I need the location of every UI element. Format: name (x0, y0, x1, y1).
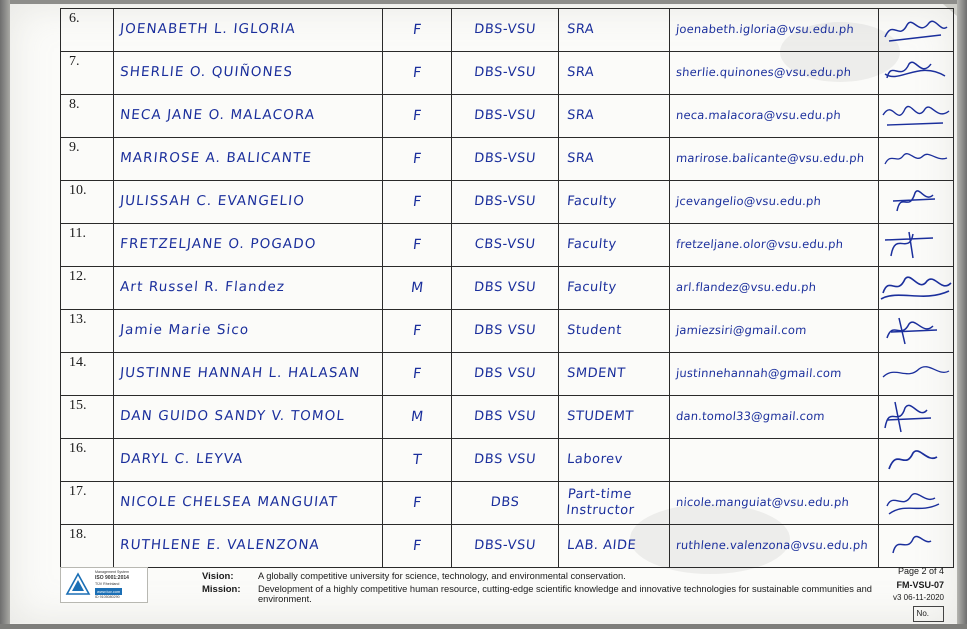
certification-text (93, 570, 129, 600)
cell-sex (383, 95, 452, 138)
cell-number (61, 52, 114, 95)
position-text: SRA (566, 64, 595, 80)
signature-scribble (879, 11, 953, 49)
cell-name (114, 267, 383, 310)
table-row (61, 95, 954, 138)
cell-sex (383, 482, 452, 525)
cell-name (114, 95, 383, 138)
signature-scribble (879, 484, 953, 522)
cell-position (559, 353, 670, 396)
page-footer (60, 565, 946, 618)
row-number: 18. (69, 527, 87, 542)
cell-department (452, 181, 559, 224)
email-text: sherlie.quinones@vsu.edu.ph (675, 65, 852, 80)
cell-sex (383, 310, 452, 353)
cell-number (61, 482, 114, 525)
department-text: DBS-VSU (473, 150, 537, 166)
cell-number (61, 138, 114, 181)
cell-email (670, 9, 879, 52)
position-text: STUDEMT (566, 408, 635, 424)
mission-row (202, 584, 918, 604)
cell-signature (879, 181, 954, 224)
cert-url: www.tuv.com (97, 588, 121, 594)
name-text: DAN GUIDO SANDY V. TOMOL (119, 408, 346, 425)
table-row (61, 267, 954, 310)
iso-certification-badge (60, 567, 148, 603)
sex-text: F (411, 21, 423, 38)
row-number: 10. (69, 183, 87, 198)
sex-text: T (411, 451, 423, 468)
sex-text: M (409, 408, 425, 425)
name-text: JULISSAH C. EVANGELIO (119, 193, 306, 210)
cell-department (452, 138, 559, 181)
cell-name (114, 310, 383, 353)
form-code: FM-VSU-07 (896, 579, 944, 590)
name-text: MARIROSE A. BALICANTE (119, 150, 313, 167)
email-text: jamiezsiri@gmail.com (675, 323, 808, 338)
cell-signature (879, 482, 954, 525)
email-text: arl.flandez@vsu.edu.ph (675, 280, 817, 295)
cell-number (61, 353, 114, 396)
department-text: DBS VSU (473, 365, 537, 381)
cert-standard: ISO 9001:2014 (95, 575, 129, 581)
cell-position (559, 525, 670, 568)
table-row (61, 310, 954, 353)
cell-sex (383, 138, 452, 181)
cell-position (559, 439, 670, 482)
vision-row (202, 571, 918, 582)
form-revision: v3 06-11-2020 (893, 593, 944, 602)
signature-scribble (879, 398, 953, 436)
cell-sex (383, 353, 452, 396)
cell-sex (383, 396, 452, 439)
form-no-field: No. (913, 606, 944, 622)
name-text: NECA JANE O. MALACORA (119, 107, 316, 124)
cell-number (61, 181, 114, 224)
cell-signature (879, 439, 954, 482)
cell-department (452, 95, 559, 138)
position-text: SRA (566, 21, 595, 37)
cell-number (61, 267, 114, 310)
position-text: LAB. AIDE (566, 537, 637, 553)
sex-text: F (411, 322, 423, 339)
position-text: Faculty (566, 279, 618, 295)
department-text: DBS-VSU (473, 193, 537, 209)
sex-text: F (411, 107, 423, 124)
cell-position (559, 482, 670, 525)
sex-text: F (411, 537, 423, 554)
cell-signature (879, 396, 954, 439)
signature-scribble (879, 441, 953, 479)
cell-position (559, 267, 670, 310)
table-row (61, 482, 954, 525)
row-number: 11. (69, 226, 86, 241)
name-text: NICOLE CHELSEA MANGUIAT (119, 494, 339, 511)
sex-text: F (411, 494, 423, 511)
row-number: 17. (69, 484, 87, 499)
cell-sex (383, 525, 452, 568)
department-text: DBS VSU (473, 451, 537, 467)
cell-signature (879, 224, 954, 267)
cell-department (452, 52, 559, 95)
position-text: SRA (566, 150, 595, 166)
cell-department (452, 9, 559, 52)
cell-number (61, 95, 114, 138)
row-number: 13. (69, 312, 87, 327)
sex-text: M (409, 279, 425, 296)
email-text: jcevangelio@vsu.edu.ph (675, 194, 822, 209)
email-text: marirose.balicante@vsu.edu.ph (675, 151, 866, 166)
email-text: justinnehannah@gmail.com (675, 366, 843, 381)
tuv-rheinland-icon (63, 570, 93, 600)
cell-sex (383, 224, 452, 267)
cell-name (114, 353, 383, 396)
cell-email (670, 525, 879, 568)
cell-signature (879, 353, 954, 396)
cell-email (670, 138, 879, 181)
table-row (61, 525, 954, 568)
cell-signature (879, 310, 954, 353)
email-text: neca.malacora@vsu.edu.ph (675, 108, 842, 123)
row-number: 9. (69, 140, 80, 155)
cell-sex (383, 52, 452, 95)
signature-scribble (879, 54, 953, 92)
table-row (61, 138, 954, 181)
cell-department (452, 439, 559, 482)
sex-text: F (411, 236, 423, 253)
signature-scribble (879, 97, 953, 135)
row-number: 15. (69, 398, 87, 413)
cert-mark-label: TÜV Rheinland (95, 581, 120, 586)
cell-department (452, 224, 559, 267)
cell-email (670, 353, 879, 396)
table-row (61, 52, 954, 95)
department-text: DBS (490, 494, 521, 510)
department-text: DBS VSU (473, 279, 537, 295)
position-text: SMDENT (566, 365, 627, 381)
form-meta-block (893, 565, 944, 622)
name-text: SHERLIE O. QUIÑONES (119, 64, 294, 81)
signature-scribble (879, 269, 953, 307)
name-text: FRETZELJANE O. POGADO (119, 236, 318, 253)
cell-email (670, 224, 879, 267)
row-number: 14. (69, 355, 87, 370)
row-number: 16. (69, 441, 87, 456)
position-text: Student (566, 322, 623, 338)
position-text: Faculty (566, 236, 618, 252)
department-text: DBS VSU (473, 322, 537, 338)
department-text: DBS-VSU (473, 64, 537, 80)
cell-signature (879, 138, 954, 181)
cell-position (559, 95, 670, 138)
signature-scribble (879, 226, 953, 264)
cell-number (61, 525, 114, 568)
cell-name (114, 525, 383, 568)
cell-email (670, 310, 879, 353)
cell-signature (879, 267, 954, 310)
cell-name (114, 9, 383, 52)
department-text: DBS-VSU (473, 537, 537, 553)
signature-scribble (879, 355, 953, 393)
cell-email (670, 396, 879, 439)
table-row (61, 224, 954, 267)
email-text: dan.tomol33@gmail.com (675, 409, 826, 424)
mission-label: Mission: (202, 584, 241, 595)
signature-scribble (879, 183, 953, 221)
cell-email (670, 482, 879, 525)
cell-department (452, 353, 559, 396)
mission-text: Development of a highly competitive human resource, cutting-edge scientific knowledge and innovative technologies for sustainable communities and environment. (258, 584, 872, 604)
page-number-label: Page 2 of 4 (897, 566, 944, 576)
name-text: Art Russel R. Flandez (119, 279, 286, 296)
cert-id: ID 9105080290 (95, 594, 120, 599)
scan-edge-right (957, 0, 967, 629)
position-text: Faculty (566, 193, 618, 209)
cell-position (559, 138, 670, 181)
attendance-table (60, 8, 954, 568)
cell-signature (879, 9, 954, 52)
cell-number (61, 9, 114, 52)
cell-name (114, 181, 383, 224)
cell-number (61, 224, 114, 267)
name-text: Jamie Marie Sico (119, 322, 250, 339)
cell-number (61, 396, 114, 439)
name-text: JOENABETH L. IGLORIA (119, 21, 297, 38)
cert-system-name: Management System (95, 570, 129, 575)
vision-label: Vision: (202, 571, 234, 582)
scan-edge-bottom (0, 624, 967, 629)
cell-number (61, 310, 114, 353)
table-row (61, 9, 954, 52)
cell-sex (383, 267, 452, 310)
row-number: 12. (69, 269, 87, 284)
cell-sex (383, 439, 452, 482)
vision-text: A globally competitive university for science, technology, and environmental conservation. (258, 571, 626, 581)
signature-scribble (879, 527, 953, 565)
cell-department (452, 525, 559, 568)
cell-signature (879, 95, 954, 138)
cell-name (114, 482, 383, 525)
scan-edge-left (0, 0, 10, 629)
cell-department (452, 396, 559, 439)
name-text: RUTHLENE E. VALENZONA (119, 537, 321, 554)
name-text: DARYL C. LEYVA (119, 451, 245, 468)
cell-position (559, 224, 670, 267)
cell-position (559, 52, 670, 95)
email-text: ruthlene.valenzona@vsu.edu.ph (675, 538, 869, 553)
sex-text: F (411, 365, 423, 382)
cell-email (670, 181, 879, 224)
cell-name (114, 138, 383, 181)
signature-scribble (879, 140, 953, 178)
department-text: CBS-VSU (474, 236, 537, 252)
position-text: SRA (566, 107, 595, 123)
email-text: nicole.manguiat@vsu.edu.ph (675, 495, 850, 510)
vision-mission-block (202, 571, 918, 604)
cell-position (559, 181, 670, 224)
position-text: Part-time Instructor (565, 486, 636, 518)
cell-name (114, 439, 383, 482)
email-text: joenabeth.igloria@vsu.edu.ph (675, 22, 855, 37)
cell-position (559, 9, 670, 52)
cell-sex (383, 181, 452, 224)
sex-text: F (411, 193, 423, 210)
cell-email (670, 439, 879, 482)
email-text: fretzeljane.olor@vsu.edu.ph (675, 237, 844, 252)
cell-name (114, 396, 383, 439)
cell-department (452, 310, 559, 353)
cell-email (670, 267, 879, 310)
sex-text: F (411, 150, 423, 167)
position-text: Laborev (566, 451, 624, 467)
cell-position (559, 396, 670, 439)
table-row (61, 439, 954, 482)
row-number: 6. (69, 11, 80, 26)
row-number: 8. (69, 97, 80, 112)
cell-name (114, 224, 383, 267)
table-row (61, 353, 954, 396)
cell-department (452, 267, 559, 310)
cell-email (670, 52, 879, 95)
table-row (61, 181, 954, 224)
row-number: 7. (69, 54, 80, 69)
cell-signature (879, 52, 954, 95)
name-text: JUSTINNE HANNAH L. HALASAN (119, 365, 362, 382)
cell-sex (383, 9, 452, 52)
cell-email (670, 95, 879, 138)
cell-number (61, 439, 114, 482)
department-text: DBS-VSU (473, 107, 537, 123)
department-text: DBS-VSU (473, 21, 537, 37)
attendance-table-wrap (60, 8, 946, 568)
cell-name (114, 52, 383, 95)
cell-position (559, 310, 670, 353)
signature-scribble (879, 312, 953, 350)
table-row (61, 396, 954, 439)
department-text: DBS VSU (473, 408, 537, 424)
cell-signature (879, 525, 954, 568)
sex-text: F (411, 64, 423, 81)
cell-department (452, 482, 559, 525)
